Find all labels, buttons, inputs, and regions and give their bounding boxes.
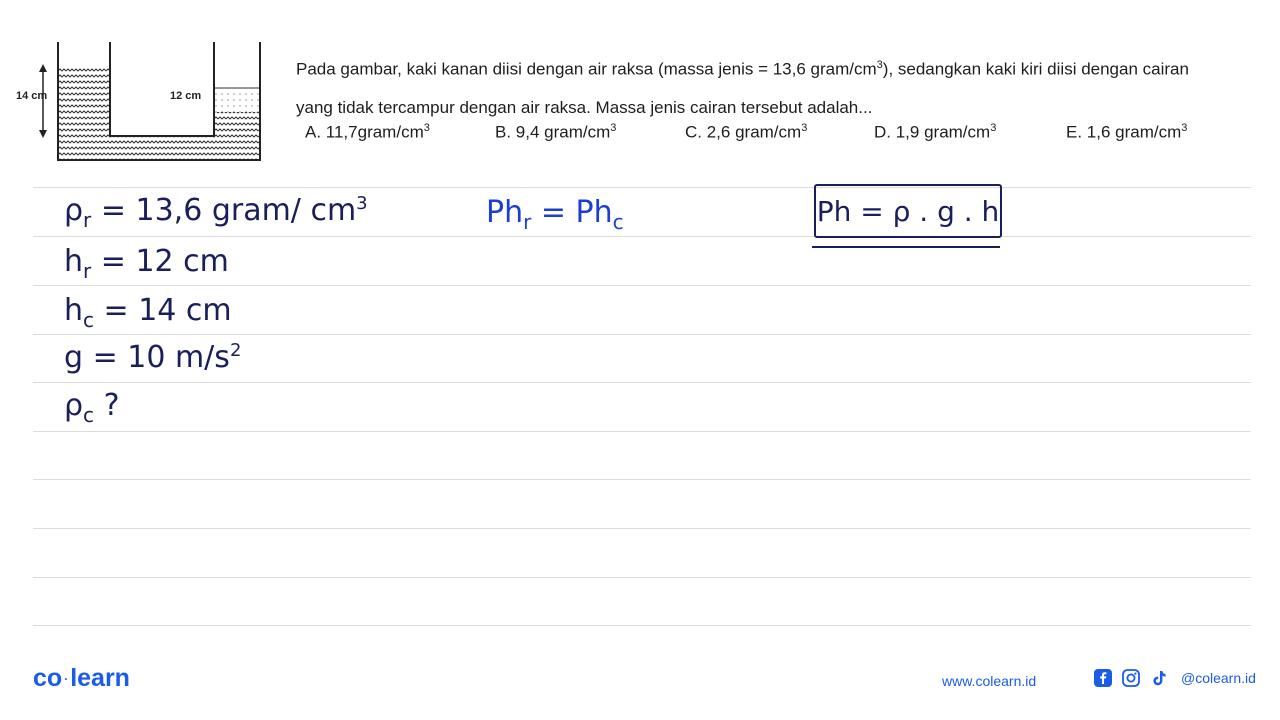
option-c[interactable]: C. 2,6 gram/$cm^3$ xyxy=(685,122,808,142)
ruled-line xyxy=(33,479,1251,480)
left-liquid xyxy=(58,66,110,136)
tiktok-icon[interactable] xyxy=(1149,668,1169,688)
option-a[interactable]: A. $11,7gram/cm^3$ xyxy=(305,122,430,142)
ruled-line xyxy=(33,334,1251,335)
question-text xyxy=(296,46,1226,127)
option-e[interactable]: E. 1,6 gram/$cm^3$ xyxy=(1066,122,1188,142)
question-sup: 3 xyxy=(876,59,883,71)
facebook-icon[interactable] xyxy=(1093,668,1113,688)
right-top-liquid xyxy=(214,88,260,112)
ruled-line xyxy=(33,236,1251,237)
website-link[interactable]: www.colearn.id xyxy=(942,673,1037,689)
ruled-line xyxy=(33,285,1251,286)
formula-underline xyxy=(812,246,1000,248)
arrow-down-icon xyxy=(39,130,47,138)
hydrostatic-formula: Ph = ρ . g . h xyxy=(816,194,1000,228)
arrow-up-icon xyxy=(39,64,47,72)
ruled-line xyxy=(33,577,1251,578)
ruled-line xyxy=(33,528,1251,529)
question-part2: ), sedangkan kaki kiri diisi dengan cairan yang tidak tercampur dengan air raksa. Massa jenis cairan tersebut adalah... xyxy=(296,59,1189,117)
ruled-line xyxy=(33,431,1251,432)
social-links xyxy=(1093,668,1256,688)
given-height-mercury: $h_r = 12$ cm xyxy=(64,244,229,283)
mercury-bottom xyxy=(58,136,260,160)
ruled-line xyxy=(33,187,1251,188)
option-b[interactable]: B. 9,4 gram/$cm^3$ xyxy=(495,122,617,142)
question-part1: Pada gambar, kaki kanan diisi dengan air raksa (massa jenis = 13,6 gram/cm xyxy=(296,59,877,79)
pressure-equation: $Ph_r = Ph_c$ xyxy=(486,195,624,234)
social-handle[interactable]: @colearn.id xyxy=(1181,670,1256,686)
hydrostatic-formula-box xyxy=(814,184,1002,238)
given-gravity: g = 10 $m/s^2$ xyxy=(64,340,242,375)
colearn-logo[interactable]: co ·learn xyxy=(33,664,130,692)
right-height-label: 12 cm xyxy=(170,90,202,102)
given-density-mercury: $\rho_r = 13,6$ gram/ $cm^3$ xyxy=(64,193,368,232)
tube-inner-wall xyxy=(110,42,214,136)
instagram-icon[interactable] xyxy=(1121,668,1141,688)
option-d[interactable]: D. 1,9 gram/$cm^3$ xyxy=(874,122,997,142)
unknown-density-liquid: $\rho_c$ ? xyxy=(64,388,120,427)
right-mercury xyxy=(214,112,260,136)
ruled-line xyxy=(33,625,1251,626)
ruled-line xyxy=(33,382,1251,383)
u-tube-figure xyxy=(10,38,270,164)
left-height-label: 14 cm xyxy=(16,90,48,102)
given-height-liquid: $h_c = 14$ cm xyxy=(64,293,232,332)
